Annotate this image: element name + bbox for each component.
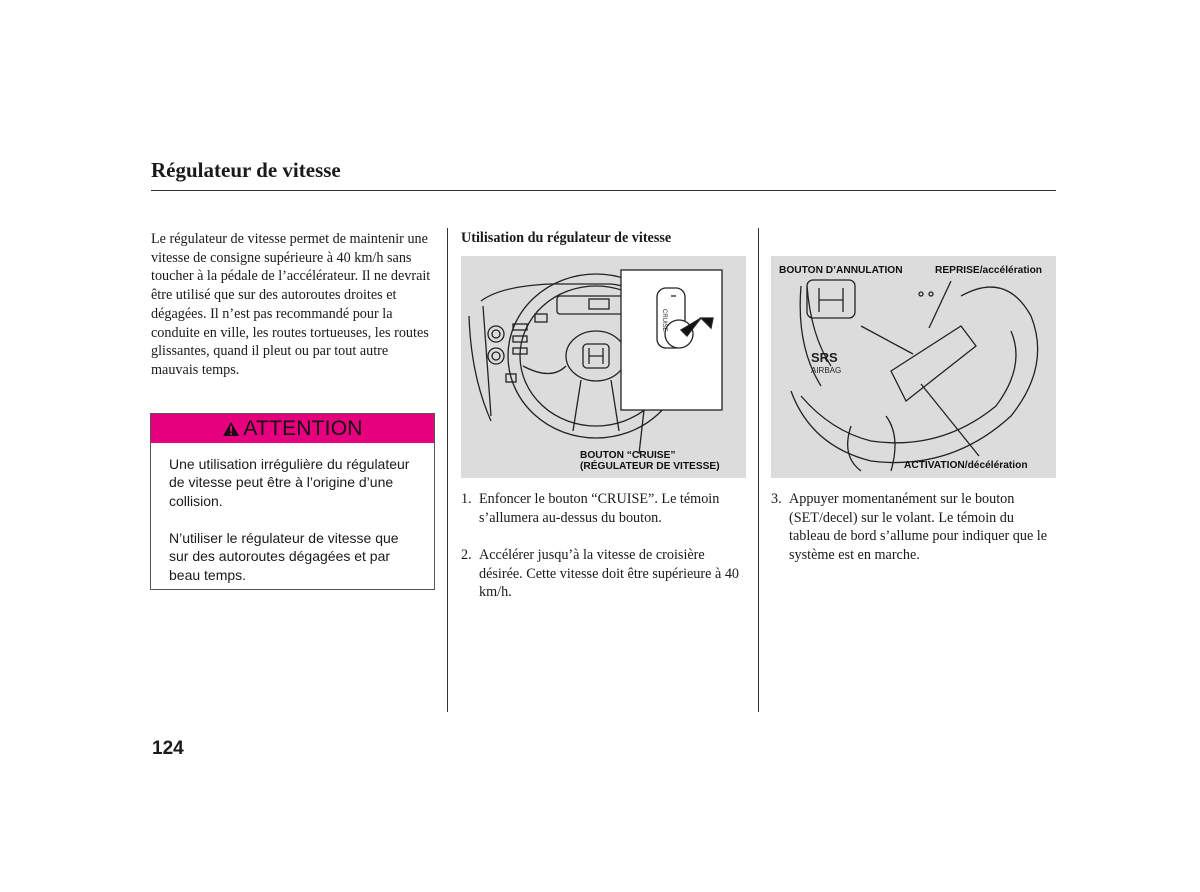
wheel-buttons-illustration — [771, 256, 1056, 478]
label-set-decel: ACTIVATION/décélération — [904, 460, 1028, 471]
step-3-text: Appuyer momentanément sur le bouton (SET/decel) sur le volant. Le témoin du tableau de bord s’allume pour indiquer que le système est en marche. — [789, 491, 1048, 564]
figure1-label-line1: BOUTON “CRUISE” — [580, 450, 676, 461]
warning-triangle-icon — [222, 421, 240, 437]
cruise-button-figure — [461, 256, 746, 478]
warning-header — [151, 414, 434, 443]
step-1 — [461, 490, 743, 527]
label-cancel-button: BOUTON D’ANNULATION — [779, 265, 903, 276]
warning-heading: ATTENTION — [243, 416, 363, 440]
warning-box — [150, 413, 435, 590]
airbag-srs-text: SRS — [811, 350, 838, 365]
column-divider-2 — [758, 228, 759, 712]
step-1-text: Enfoncer le bouton “CRUISE”. Le témoin s’allumera au-dessus du bouton. — [479, 491, 720, 526]
step-2 — [461, 546, 743, 602]
column-divider-1 — [447, 228, 448, 712]
step-1-number: 1. — [461, 491, 472, 507]
steering-wheel-illustration — [461, 256, 746, 478]
step-2-number: 2. — [461, 547, 472, 563]
page-title: Régulateur de vitesse — [151, 158, 341, 182]
page-number: 124 — [152, 738, 184, 759]
label-resume-accel: REPRISE/accélération — [935, 265, 1043, 276]
cruise-button-text: CRUISE — [661, 309, 667, 332]
intro-paragraph: Le régulateur de vitesse permet de maintenir une vitesse de consigne supérieure à 40 km/h sans toucher à la pédale de l’accélérateur. Il ne devrait être utilisé que sur des autoroutes droites et dégagées. Il n’est pas recommandé pour la conduite en ville, les routes tortueuses, les routes glissantes, quand il pleut ou par tout autre mauvais temps. — [151, 231, 431, 378]
step-3-number: 3. — [771, 491, 782, 507]
warning-text-1: Une utilisation irrégulière du régulateur de vitesse peut être à l’origine d’une collision. — [169, 456, 410, 509]
step-2-text: Accélérer jusqu’à la vitesse de croisière désirée. Cette vitesse doit être supérieure à 40 km/h. — [479, 547, 740, 601]
usage-heading: Utilisation du régulateur de vitesse — [461, 230, 672, 246]
warning-text-2: N’utiliser le régulateur de vitesse que sur des autoroutes dégagées et par beau temps. — [169, 530, 399, 583]
airbag-label-text: AIRBAG — [811, 366, 842, 375]
step-3 — [771, 490, 1057, 565]
set-resume-figure — [771, 256, 1056, 478]
figure1-label-line2: (RÉGULATEUR DE VITESSE) — [580, 461, 720, 472]
title-rule — [151, 190, 1056, 191]
